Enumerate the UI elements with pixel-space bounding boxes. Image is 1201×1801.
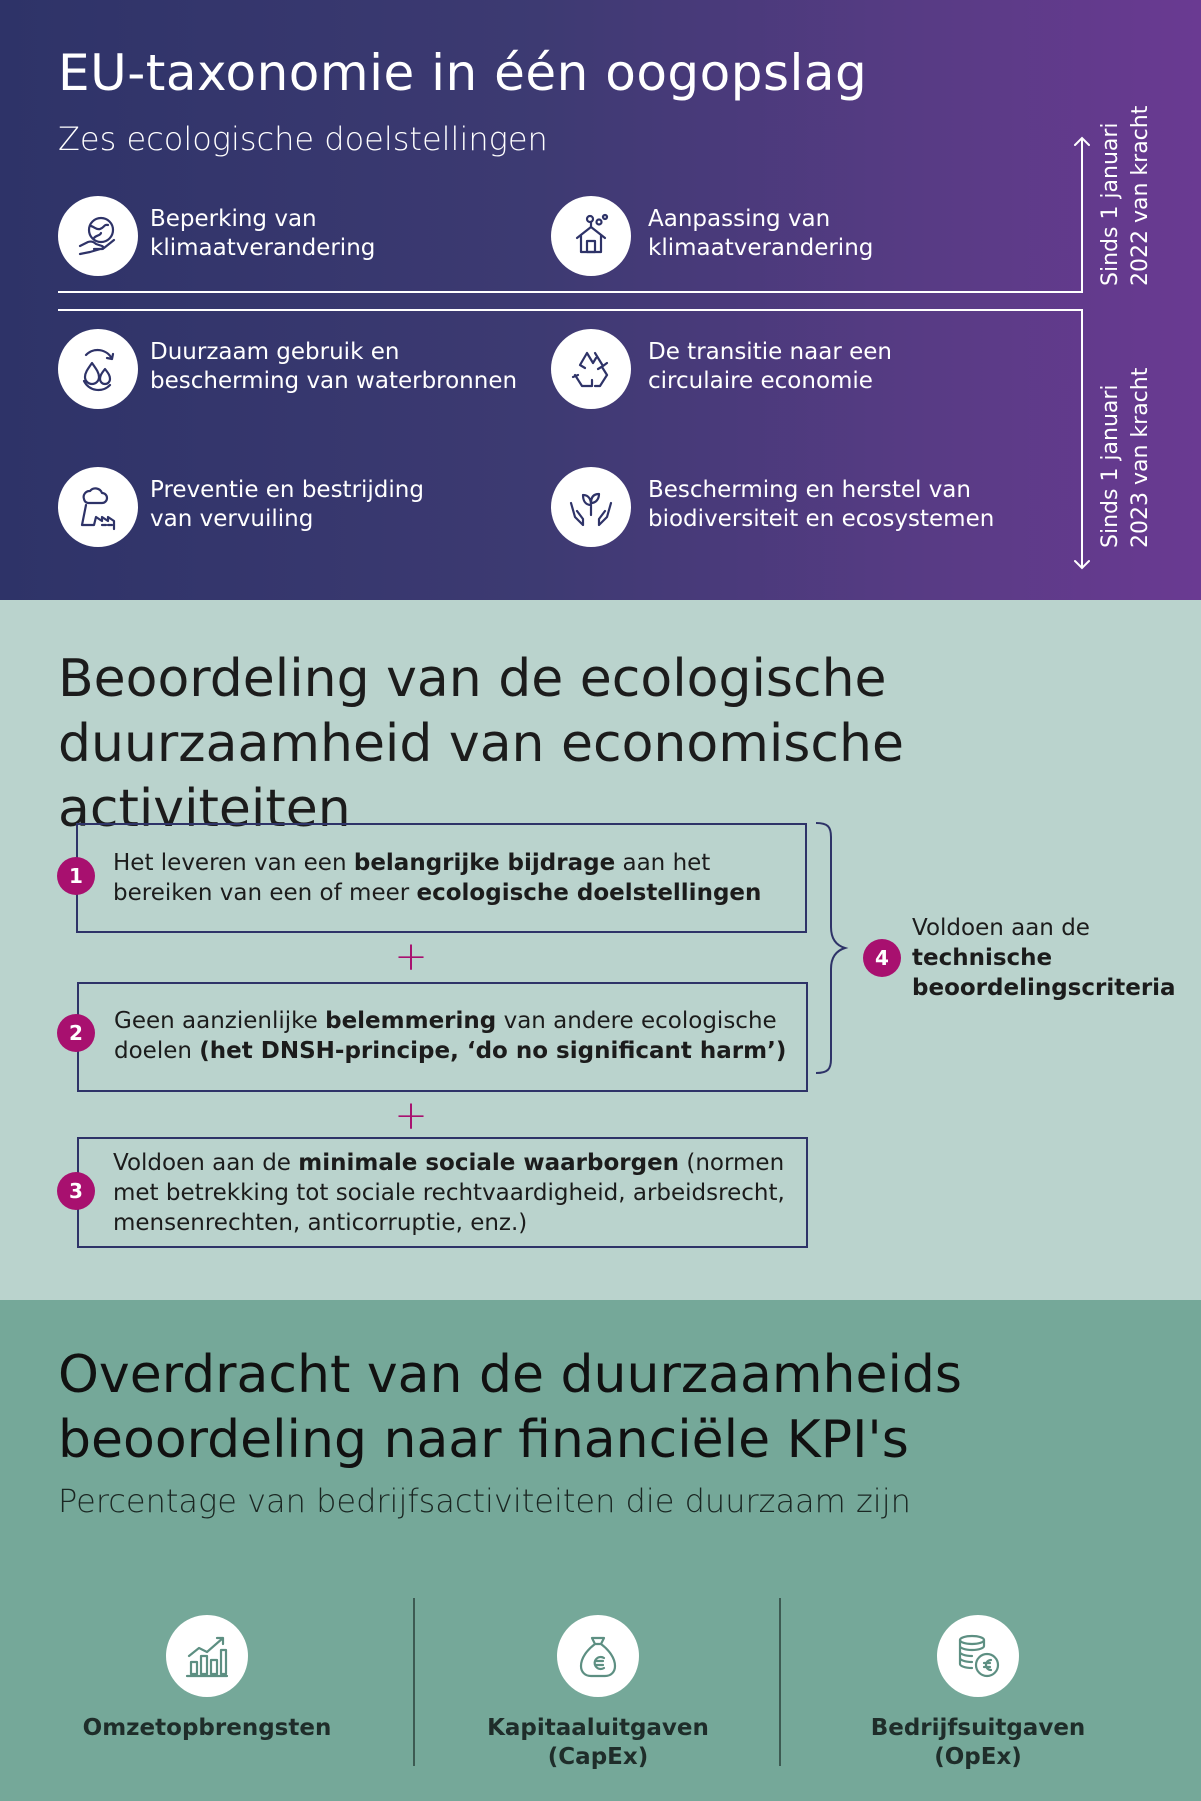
recycle-icon [551,329,631,409]
arrow-down-icon [1075,310,1089,568]
timeline-arrows [1070,130,1096,575]
kpi-section [0,1300,1201,1801]
step-number-3: 3 [57,1172,95,1210]
kpi-separator-2 [779,1598,781,1766]
timeline-divider-top [58,291,1083,293]
criterion-text-2: Geen aanzienlijke belemmering van andere ecologische doelen (het DNSH-principe, ‘do no significant harm’) [114,1008,787,1064]
criterion-text-3: Voldoen aan de minimale sociale waarborgen (normen met betrekking tot sociale rechtvaardigheid, arbeidsrecht, mensenrechten, anticorruptie, enz.) [113,1150,785,1236]
objective-label-3: Duurzaam gebruik en bescherming van waterbronnen [150,339,518,394]
assessment-title: Beoordeling van de ecologische duurzaamheid van economische activiteiten [58,649,904,839]
bar-chart-growth-icon [166,1615,248,1697]
kpi-label-capex: Kapitaaluitgaven (CapEx) [487,1715,709,1770]
house-adaptation-icon [551,196,631,276]
objective-label-4: De transitie naar een circulaire economie [648,339,892,394]
kpi-label-revenue: Omzetopbrengsten [82,1715,332,1741]
technical-criteria-line1: Voldoen aan de [912,915,1090,941]
objectives-section [0,0,1201,600]
globe-hand-icon [58,196,138,276]
kpi-label-opex: Bedrijfsuitgaven (OpEx) [870,1715,1086,1770]
timeline-divider-bottom [58,309,1083,311]
water-drops-icon [58,329,138,409]
money-bag-euro-icon [557,1615,639,1697]
kpi-title: Overdracht van de duurzaamheids beoordeling naar financiële KPI's [58,1345,963,1470]
page-title: EU-taxonomie in één oogopslag [58,44,868,102]
factory-pollution-icon [58,467,138,547]
objective-label-5: Preventie en bestrijding van vervuiling [150,477,424,532]
assessment-section [0,600,1201,1300]
coins-euro-icon [937,1615,1019,1697]
step-number-4: 4 [863,939,901,977]
technical-criteria-line2: technische beoordelingscriteria [912,945,1176,1001]
criterion-text-1: Het leveren van een belangrijke bijdrage aan het bereiken van een of meer ecologische doelstellingen [113,850,762,906]
timeline-label-2022: Sinds 1 januari 2022 van kracht [1098,105,1153,286]
plus-sign-2: + [394,1093,428,1139]
arrow-up-icon [1075,138,1089,292]
objective-label-6: Bescherming en herstel van biodiversiteit en ecosystemen [648,477,995,532]
timeline-label-2023: Sinds 1 januari 2023 van kracht [1098,367,1153,548]
plus-sign-1: + [394,934,428,980]
page-subtitle: Zes ecologische doelstellingen [58,120,548,158]
technical-criteria-text [912,913,1201,1003]
criteria-bracket [810,820,860,1095]
kpi-separator-1 [413,1598,415,1766]
objective-label-1: Beperking van klimaatverandering [150,206,376,261]
kpi-subtitle: Percentage van bedrijfsactiviteiten die duurzaam zijn [58,1482,911,1520]
objective-label-2: Aanpassing van klimaatverandering [648,206,874,261]
step-number-2: 2 [57,1014,95,1052]
step-number-1: 1 [57,857,95,895]
hands-plant-icon [551,467,631,547]
